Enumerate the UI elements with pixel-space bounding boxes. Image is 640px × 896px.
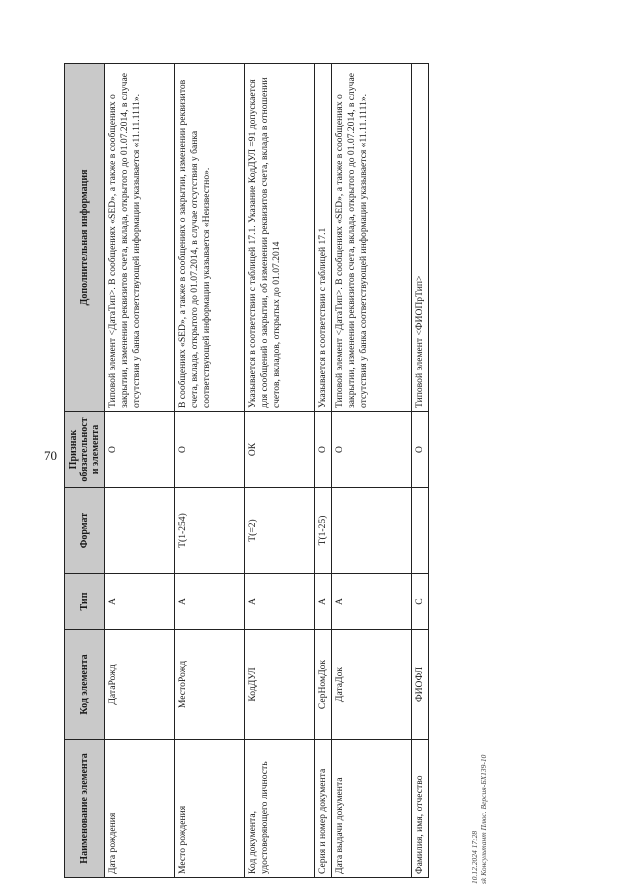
page-number: 70 [44, 448, 57, 463]
cell-name: Серия и номер документа [315, 740, 332, 878]
header-type: Тип [65, 574, 105, 630]
cell-info: Типовой элемент <ДатаТип>. В сообщениях «SED», а также в сообщениях о закрытии, изменении реквизитов счета, вклада, открытого до 01.07.2014, в случае отсутствия у банка соответствующей информации указывается «11.11.1111». [332, 64, 412, 412]
stamp-date: 10.12.2024 17:28 [470, 830, 479, 884]
cell-required: О [105, 412, 175, 488]
header-info: Дополнительная информация [65, 64, 105, 412]
cell-required: О [332, 412, 412, 488]
table-row [412, 64, 429, 878]
header-required: Признак обязательност и элемента [65, 412, 105, 488]
table-row [332, 64, 412, 878]
elements-table [64, 63, 429, 878]
table-row [315, 64, 332, 878]
table-row [175, 64, 245, 878]
print-stamp [470, 755, 488, 884]
cell-format [105, 488, 175, 574]
cell-name: Фамилия, имя, отчество [412, 740, 429, 878]
stamp-source: sk Консультант Плюс. Версия-БХ139-10 [479, 754, 488, 884]
elements-table-wrapper [64, 64, 452, 878]
table-header-row [65, 64, 105, 878]
cell-type: А [315, 574, 332, 630]
cell-code: СерНомДок [315, 630, 332, 740]
cell-required: О [412, 412, 429, 488]
table-row [105, 64, 175, 878]
cell-name: Код документа, удостоверяющего личность [245, 740, 315, 878]
cell-info: Указывается в соответствии с таблицей 17.1 [315, 64, 332, 412]
header-format: Формат [65, 488, 105, 574]
cell-required: О [175, 412, 245, 488]
cell-name: Место рождения [175, 740, 245, 878]
cell-format [412, 488, 429, 574]
table-row [245, 64, 315, 878]
cell-format [332, 488, 412, 574]
cell-type: А [175, 574, 245, 630]
cell-format: T(=2) [245, 488, 315, 574]
cell-name: Дата рождения [105, 740, 175, 878]
cell-info: В сообщениях «SED», а также в сообщениях о закрытии, изменении реквизитов счета, вклада, открытого до 01.07.2014, в случае отсутствия у банка соответствующей информации указывается «Неизвестно». [175, 64, 245, 412]
cell-format: T(1-25) [315, 488, 332, 574]
cell-code: ФИОФЛ [412, 630, 429, 740]
cell-required: О [315, 412, 332, 488]
cell-required: ОК [245, 412, 315, 488]
cell-code: ДатаРожд [105, 630, 175, 740]
cell-name: Дата выдачи документа [332, 740, 412, 878]
cell-info: Типовой элемент <ФИОПрТип> [412, 64, 429, 412]
header-name: Наименование элемента [65, 740, 105, 878]
cell-code: ДатаДок [332, 630, 412, 740]
cell-info: Типовой элемент <ДатаТип>. В сообщениях «SED», а также в сообщениях о закрытии, изменении реквизитов счета, вклада, открытого до 01.07.2014, в случае отсутствия у банка соответствующей информации указывается «11.11.1111». [105, 64, 175, 412]
cell-info: Указывается в соответствии с таблицей 17.1. Указание КодДУЛ =91 допускается для сообщений о закрытии, об изменении реквизитов счета, вклада в отношении счетов, вкладов, открытых до 01.07.2014 [245, 64, 315, 412]
cell-type: А [245, 574, 315, 630]
cell-type: А [105, 574, 175, 630]
cell-type: С [412, 574, 429, 630]
cell-format: T(1-254) [175, 488, 245, 574]
cell-code: МестоРожд [175, 630, 245, 740]
header-code: Код элемента [65, 630, 105, 740]
cell-type: А [332, 574, 412, 630]
cell-code: КодДУЛ [245, 630, 315, 740]
